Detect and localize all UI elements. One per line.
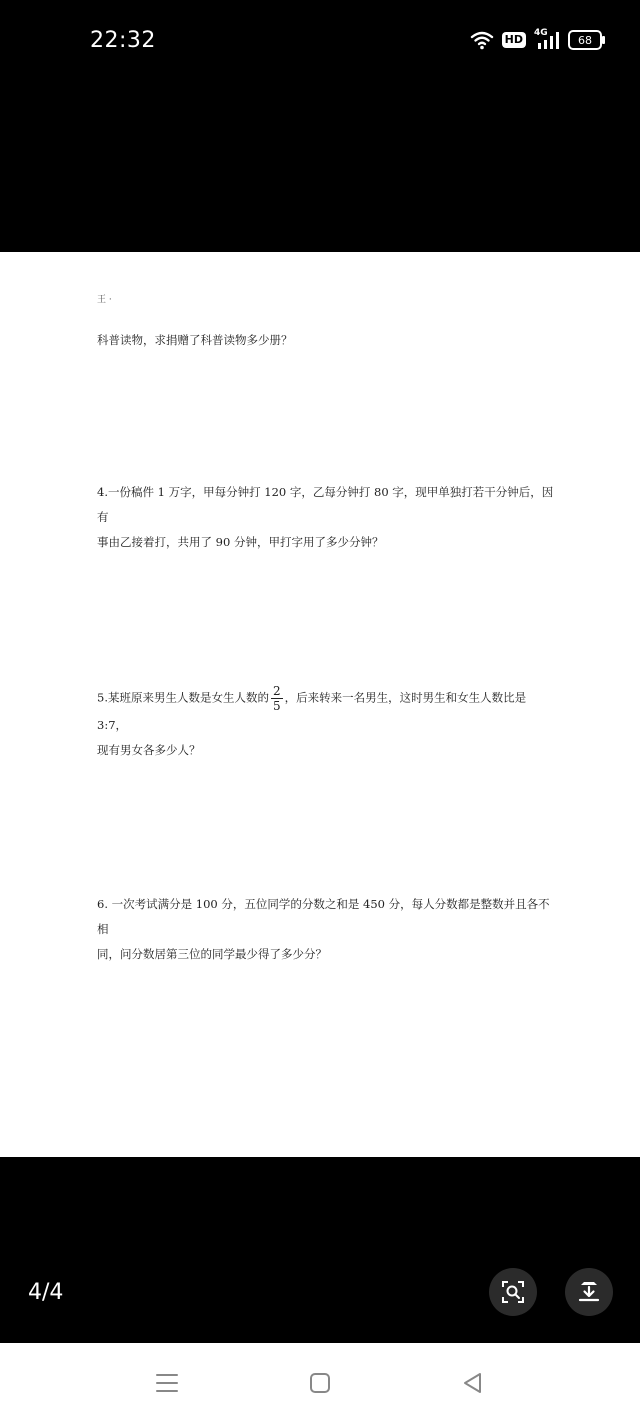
back-icon <box>460 1370 486 1396</box>
network-type: 4G <box>534 28 548 38</box>
question-4-line-2: 事由乙接着打，共用了 90 分钟，甲打字用了多少分钟？ <box>97 535 384 549</box>
question-6-line-1: 6. 一次考试满分是 100 分，五位同学的分数之和是 450 分，每人分数都是整数并且各不相 <box>97 897 550 936</box>
fraction-numerator: 2 <box>272 684 281 698</box>
question-5 <box>97 684 557 763</box>
fraction <box>271 684 283 713</box>
question-6-line-2: 同，问分数居第三位的同学最少得了多少分？ <box>97 947 327 961</box>
question-4 <box>97 480 557 555</box>
question-5-line-2: 现有男女各多少人？ <box>97 743 201 757</box>
menu-button[interactable] <box>153 1369 181 1397</box>
question-6 <box>97 892 557 967</box>
signal-icon <box>534 30 560 50</box>
clock: 22:32 <box>90 28 156 53</box>
wifi-icon <box>470 30 494 50</box>
image-search-button[interactable] <box>489 1268 537 1316</box>
document-page <box>0 252 640 1157</box>
image-search-icon <box>500 1279 526 1305</box>
hd-badge: HD <box>502 32 526 48</box>
question-3-tail: 科普读物，求捐赠了科普读物多少册？ <box>97 333 293 347</box>
download-button[interactable] <box>565 1268 613 1316</box>
back-button[interactable] <box>459 1369 487 1397</box>
fraction-denominator: 5 <box>272 699 281 713</box>
status-icons <box>470 30 602 50</box>
question-5-line-1 <box>97 684 557 738</box>
status-bar <box>0 0 640 84</box>
page-counter: 4/4 <box>28 1280 64 1305</box>
menu-icon <box>154 1371 180 1395</box>
question-5-before: 5.某班原来男生人数是女生人数的 <box>97 690 269 705</box>
home-icon <box>308 1371 332 1395</box>
navigation-bar <box>0 1343 640 1422</box>
download-icon <box>576 1279 602 1305</box>
home-button[interactable] <box>306 1369 334 1397</box>
question-4-line-1: 4.一份稿件 1 万字，甲每分钟打 120 字，乙每分钟打 80 字，现甲单独打若干分钟后，因有 <box>97 485 554 524</box>
cut-off-text: 王 · <box>97 295 112 305</box>
battery-icon: 68 <box>568 30 602 50</box>
question-5-after: ，后来转来一名男生，这时男生和女生人数比是 3:7， <box>97 690 527 732</box>
